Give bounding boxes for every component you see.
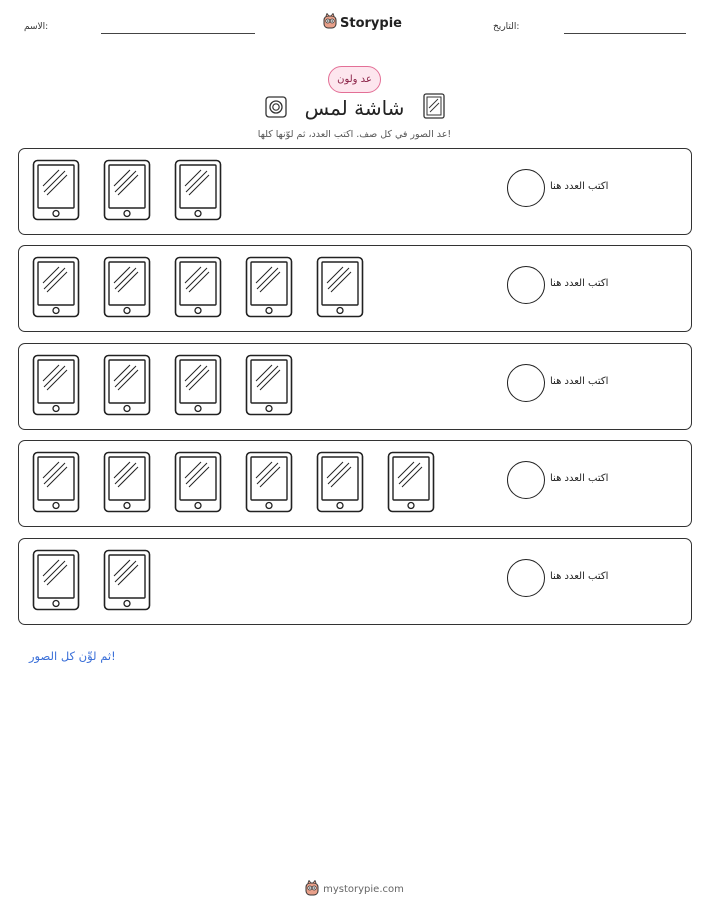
instructions: عد الصور في كل صف. اكتب العدد، ثم لوّنها كلها! (257, 129, 452, 140)
date-label: التاريخ: (493, 22, 520, 32)
tablet-icon (32, 159, 80, 221)
activity-badge: عد ولون (328, 66, 381, 93)
answer-circle[interactable] (507, 559, 545, 597)
tablet-icon (103, 354, 151, 416)
tablet-icon (316, 256, 364, 318)
tablet-icon (32, 451, 80, 513)
count-row (18, 538, 692, 625)
write-number-label: اكتب العدد هنا (550, 571, 609, 582)
tablet-icon (174, 159, 222, 221)
tablet-icon (103, 549, 151, 611)
name-line (101, 33, 255, 34)
page-title: شاشة لمس (304, 96, 405, 120)
count-row (18, 440, 692, 527)
tablet-icon (103, 451, 151, 513)
count-row (18, 148, 692, 235)
write-number-label: اكتب العدد هنا (550, 376, 609, 387)
answer-circle[interactable] (507, 169, 545, 207)
footer-site (0, 880, 709, 899)
footer-site-text: mystorypie.com (323, 884, 404, 895)
owl-logo-icon (323, 13, 337, 33)
answer-circle[interactable] (507, 461, 545, 499)
write-number-label: اكتب العدد هنا (550, 181, 609, 192)
answer-circle[interactable] (507, 266, 545, 304)
tablet-icon (103, 159, 151, 221)
tablet-icon (245, 256, 293, 318)
tablet-icon (174, 256, 222, 318)
date-line (564, 33, 686, 34)
footer-note: ثم لوِّن كل الصور! (29, 649, 116, 663)
brand-logo (323, 13, 402, 33)
tablet-icon (316, 451, 364, 513)
count-row (18, 245, 692, 332)
write-number-label: اكتب العدد هنا (550, 278, 609, 289)
tablet-icon (32, 354, 80, 416)
write-number-label: اكتب العدد هنا (550, 473, 609, 484)
brand-name: Storypie (340, 15, 402, 31)
tablet-icon (387, 451, 435, 513)
tablet-icon (32, 256, 80, 318)
tablet-icon (174, 451, 222, 513)
tablet-frame-icon (423, 93, 445, 123)
owl-logo-icon (305, 880, 319, 899)
tablet-icon (245, 354, 293, 416)
tablet-icon (32, 549, 80, 611)
answer-circle[interactable] (507, 364, 545, 402)
tablet-icon (245, 451, 293, 513)
name-label: الاسم: (24, 22, 49, 32)
tablet-icon (103, 256, 151, 318)
tablet-icon (174, 354, 222, 416)
count-row (18, 343, 692, 430)
